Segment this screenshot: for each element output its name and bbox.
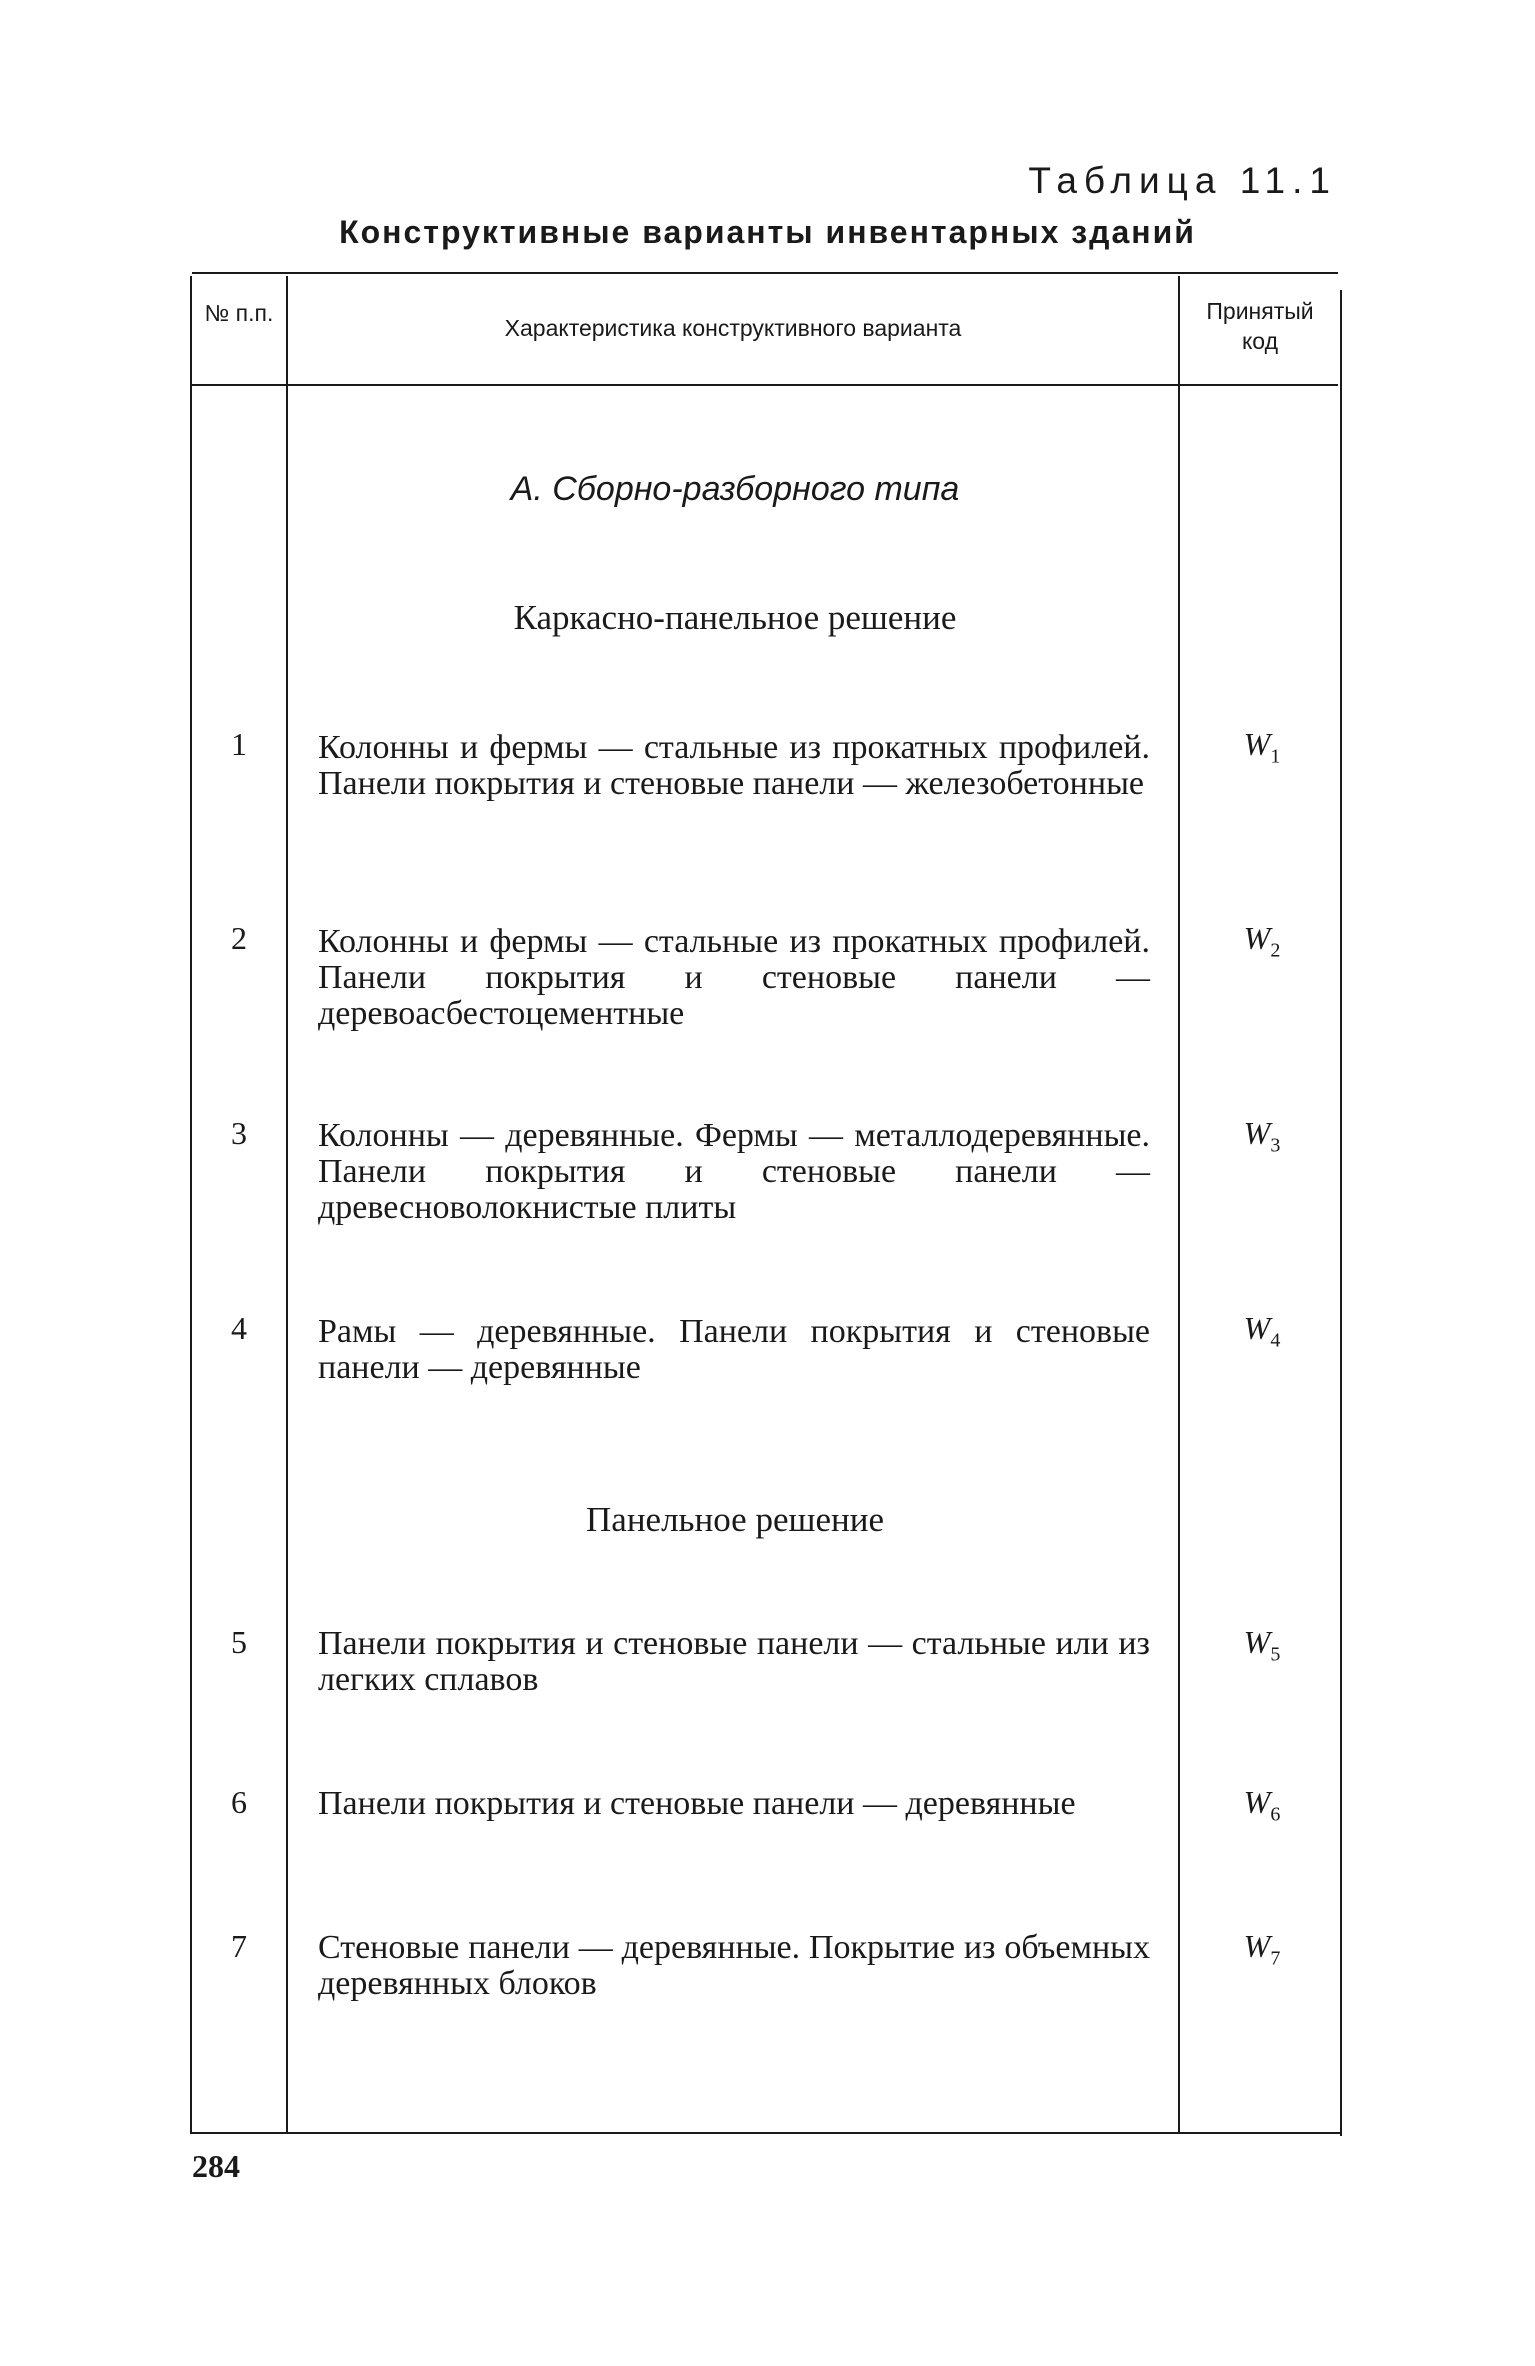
code-letter: W bbox=[1243, 1784, 1271, 1820]
row-code bbox=[1212, 1928, 1312, 1970]
code-subscript: 5 bbox=[1270, 1643, 1281, 1666]
header-code: Принятый код bbox=[1206, 298, 1314, 354]
code-letter: W bbox=[1243, 920, 1271, 956]
row-code bbox=[1212, 726, 1312, 768]
table-right-border bbox=[1340, 290, 1342, 2136]
row-characteristic: Колонны — деревянные. Фермы — металлодеревянные. Панели покрытия и стеновые панели — древесноволокнистые плиты bbox=[318, 1117, 1150, 1226]
row-code bbox=[1212, 1784, 1312, 1826]
table-top-rule bbox=[192, 272, 1338, 274]
row-number: 6 bbox=[231, 1784, 247, 1820]
row-code bbox=[1212, 1624, 1312, 1666]
code-subscript: 2 bbox=[1270, 939, 1281, 962]
table-bottom-rule bbox=[192, 2132, 1342, 2134]
code-subscript: 1 bbox=[1270, 745, 1281, 768]
section-heading-a: А. Сборно-разборного типа bbox=[510, 470, 960, 508]
row-characteristic: Стеновые панели — деревянные. Покрытие из объемных деревянных блоков bbox=[318, 1929, 1150, 2002]
code-subscript: 6 bbox=[1270, 1803, 1281, 1826]
row-number: 3 bbox=[231, 1115, 247, 1151]
subsection-frame-panel: Каркасно-панельное решение bbox=[513, 598, 957, 637]
code-letter: W bbox=[1243, 1115, 1271, 1151]
row-characteristic: Рамы — деревянные. Панели покрытия и стеновые панели — деревянные bbox=[318, 1313, 1150, 1386]
code-subscript: 7 bbox=[1270, 1947, 1281, 1970]
header-characteristic: Характеристика конструктивного варианта bbox=[504, 315, 962, 341]
code-subscript: 4 bbox=[1270, 1329, 1281, 1352]
row-number: 7 bbox=[231, 1928, 247, 1964]
header-num: № п.п. bbox=[204, 300, 274, 326]
code-subscript: 3 bbox=[1270, 1134, 1281, 1157]
row-code bbox=[1212, 920, 1312, 962]
table-title: Конструктивные варианты инвентарных зданий bbox=[339, 214, 1196, 250]
subsection-panel: Панельное решение bbox=[586, 1500, 884, 1539]
row-characteristic: Колонны и фермы — стальные из прокатных профилей. Панели покрытия и стеновые панели — железобетонные bbox=[318, 729, 1150, 802]
code-letter: W bbox=[1243, 1310, 1271, 1346]
row-number: 5 bbox=[231, 1624, 247, 1660]
code-letter: W bbox=[1243, 726, 1271, 762]
row-code bbox=[1212, 1310, 1312, 1352]
row-number: 1 bbox=[231, 726, 247, 762]
row-number: 2 bbox=[231, 920, 247, 956]
row-characteristic: Панели покрытия и стеновые панели — деревянные bbox=[318, 1785, 1076, 1822]
num-column-divider bbox=[286, 276, 288, 2132]
row-number: 4 bbox=[231, 1310, 247, 1346]
row-characteristic: Колонны и фермы — стальные из прокатных профилей. Панели покрытия и стеновые панели — деревоасбестоцементные bbox=[318, 923, 1150, 1032]
header-bottom-rule bbox=[192, 384, 1338, 386]
code-letter: W bbox=[1243, 1928, 1271, 1964]
page-number: 284 bbox=[192, 2148, 240, 2184]
row-characteristic: Панели покрытия и стеновые панели — стальные или из легких сплавов bbox=[318, 1625, 1150, 1698]
table-left-border bbox=[190, 276, 192, 2134]
code-letter: W bbox=[1243, 1624, 1271, 1660]
code-column-divider bbox=[1178, 276, 1180, 2132]
row-code bbox=[1212, 1115, 1312, 1157]
table-label: Таблица 11.1 bbox=[1028, 160, 1337, 201]
